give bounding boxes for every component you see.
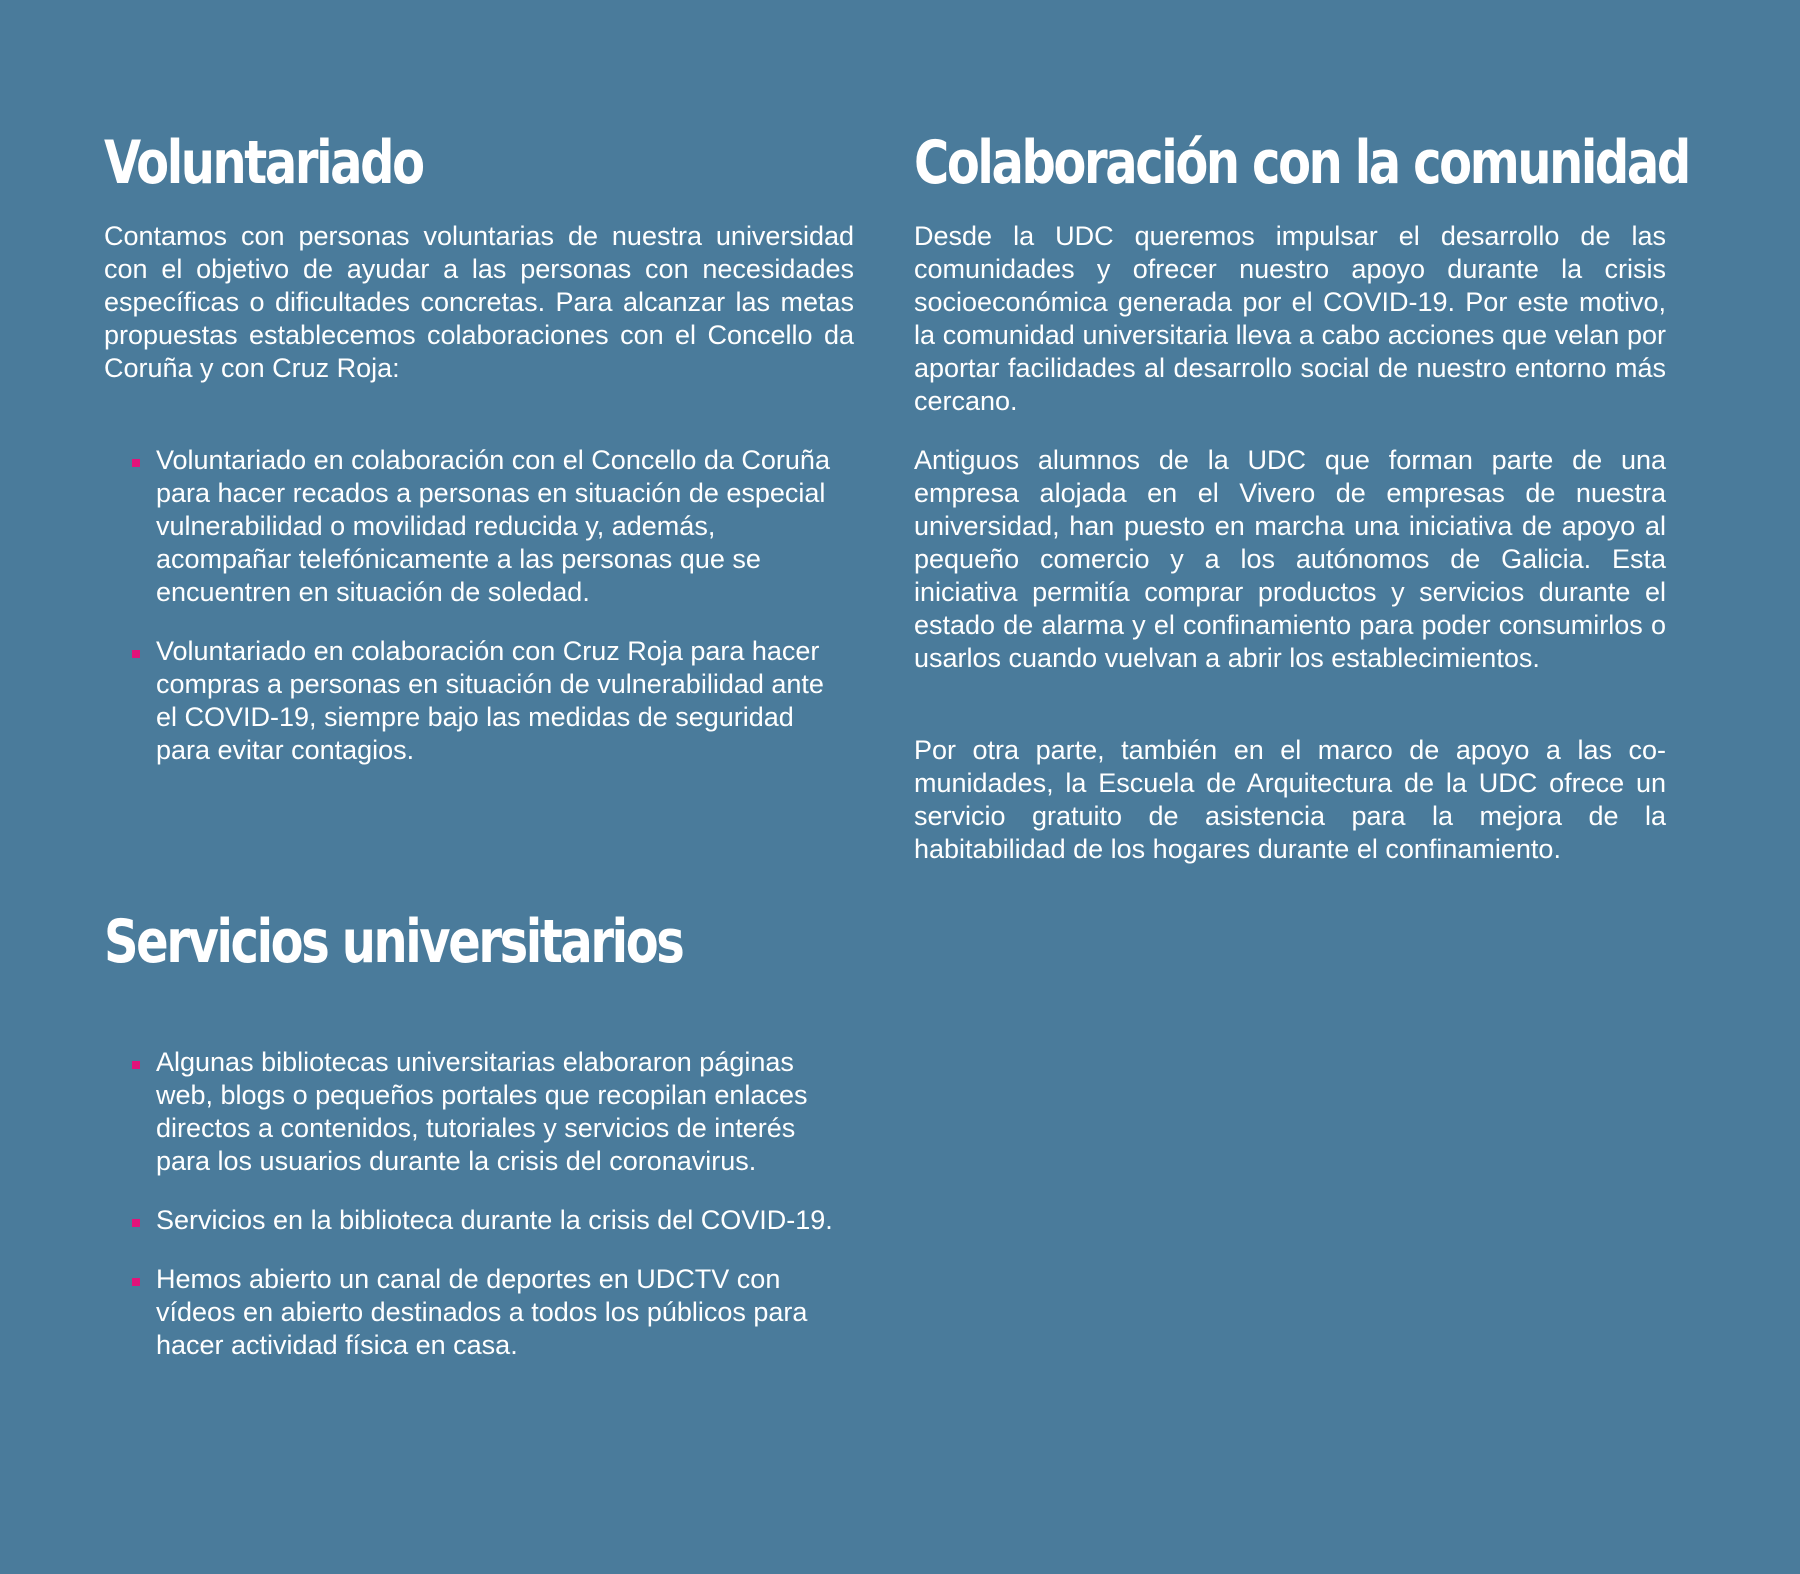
servicios-heading: Servicios universitarios (104, 907, 683, 977)
colaboracion-paragraph: Por otra parte, también en el marco de apoyo a las comunidades, la Escuela de Arquitectura de la UDC ofrece un servicio gratuito de asistencia para la mejora de la habitabilidad de los hogares durante el confinamiento. (914, 735, 1666, 864)
square-bullet-icon (132, 1278, 140, 1286)
list-item (128, 1263, 848, 1362)
list-item-text: Algunas bibliotecas universitarias elaboraron páginas web, blogs o pequeños portales que recopilan enlaces directos a contenidos, tutoriales y servicios de interés para los usuarios durante la crisis del coronavirus. (156, 1047, 808, 1176)
square-bullet-icon (132, 459, 140, 467)
square-bullet-icon (132, 1061, 140, 1069)
colaboracion-heading: Colaboración con la comunidad (914, 128, 1689, 198)
square-bullet-icon (132, 650, 140, 658)
list-item (128, 1204, 848, 1237)
list-item-text: Voluntariado en colaboración con Cruz Roja para hacer compras a personas en situación de vulnerabilidad ante el COVID-19, siempre bajo las medidas de seguridad para evitar contagios. (156, 636, 824, 765)
servicios-list (128, 1046, 848, 1388)
square-bullet-icon (132, 1219, 140, 1227)
list-item (128, 635, 848, 767)
colaboracion-paragraph: Antiguos alumnos de la UDC que forman parte de una empresa alojada en el Vivero de empresas de nuestra universidad, han puesto en marcha una iniciativa de apoyo al pequeño comercio y a los autónomos de Galicia. Esta iniciativa permitía comprar productos y servicios durante el estado de alarma y el confinamiento para poder consumirlos o usarlos cuando vuelvan a abrir los establecimientos. (914, 445, 1666, 673)
colaboracion-paragraph: Desde la UDC queremos impulsar el desarrollo de las comunidades y ofrecer nuestro apoyo durante la crisis socioeconómica generada por el COVID-19. Por este motivo, la comunidad universitaria lleva a cabo acciones que velan por aportar facilidades al desarrollo social de nuestro entorno más cercano. (914, 221, 1666, 416)
list-item (128, 1046, 848, 1178)
voluntariado-list (128, 444, 848, 793)
voluntariado-intro: Contamos con personas voluntarias de nuestra universidad con el objetivo de ayudar a las personas con necesidades específicas o dificultades concretas. Para alcanzar las metas propuestas establecemos colaboraciones con el Concello da Coruña y con Cruz Roja: (104, 221, 854, 383)
list-item-text: Hemos abierto un canal de deportes en UDCTV con vídeos en abierto destinados a todos los públicos para hacer actividad física en casa. (156, 1264, 808, 1360)
list-item-text: Voluntariado en colaboración con el Concello da Coruña para hacer recados a personas en situación de especial vulnerabilidad o movilidad reducida y, además, acompañar telefónicamente a las personas que se encuentren en situación de soledad. (156, 445, 830, 607)
list-item (128, 444, 848, 609)
list-item-text: Servicios en la biblioteca durante la crisis del COVID-19. (156, 1205, 833, 1235)
voluntariado-heading: Voluntariado (104, 128, 423, 198)
